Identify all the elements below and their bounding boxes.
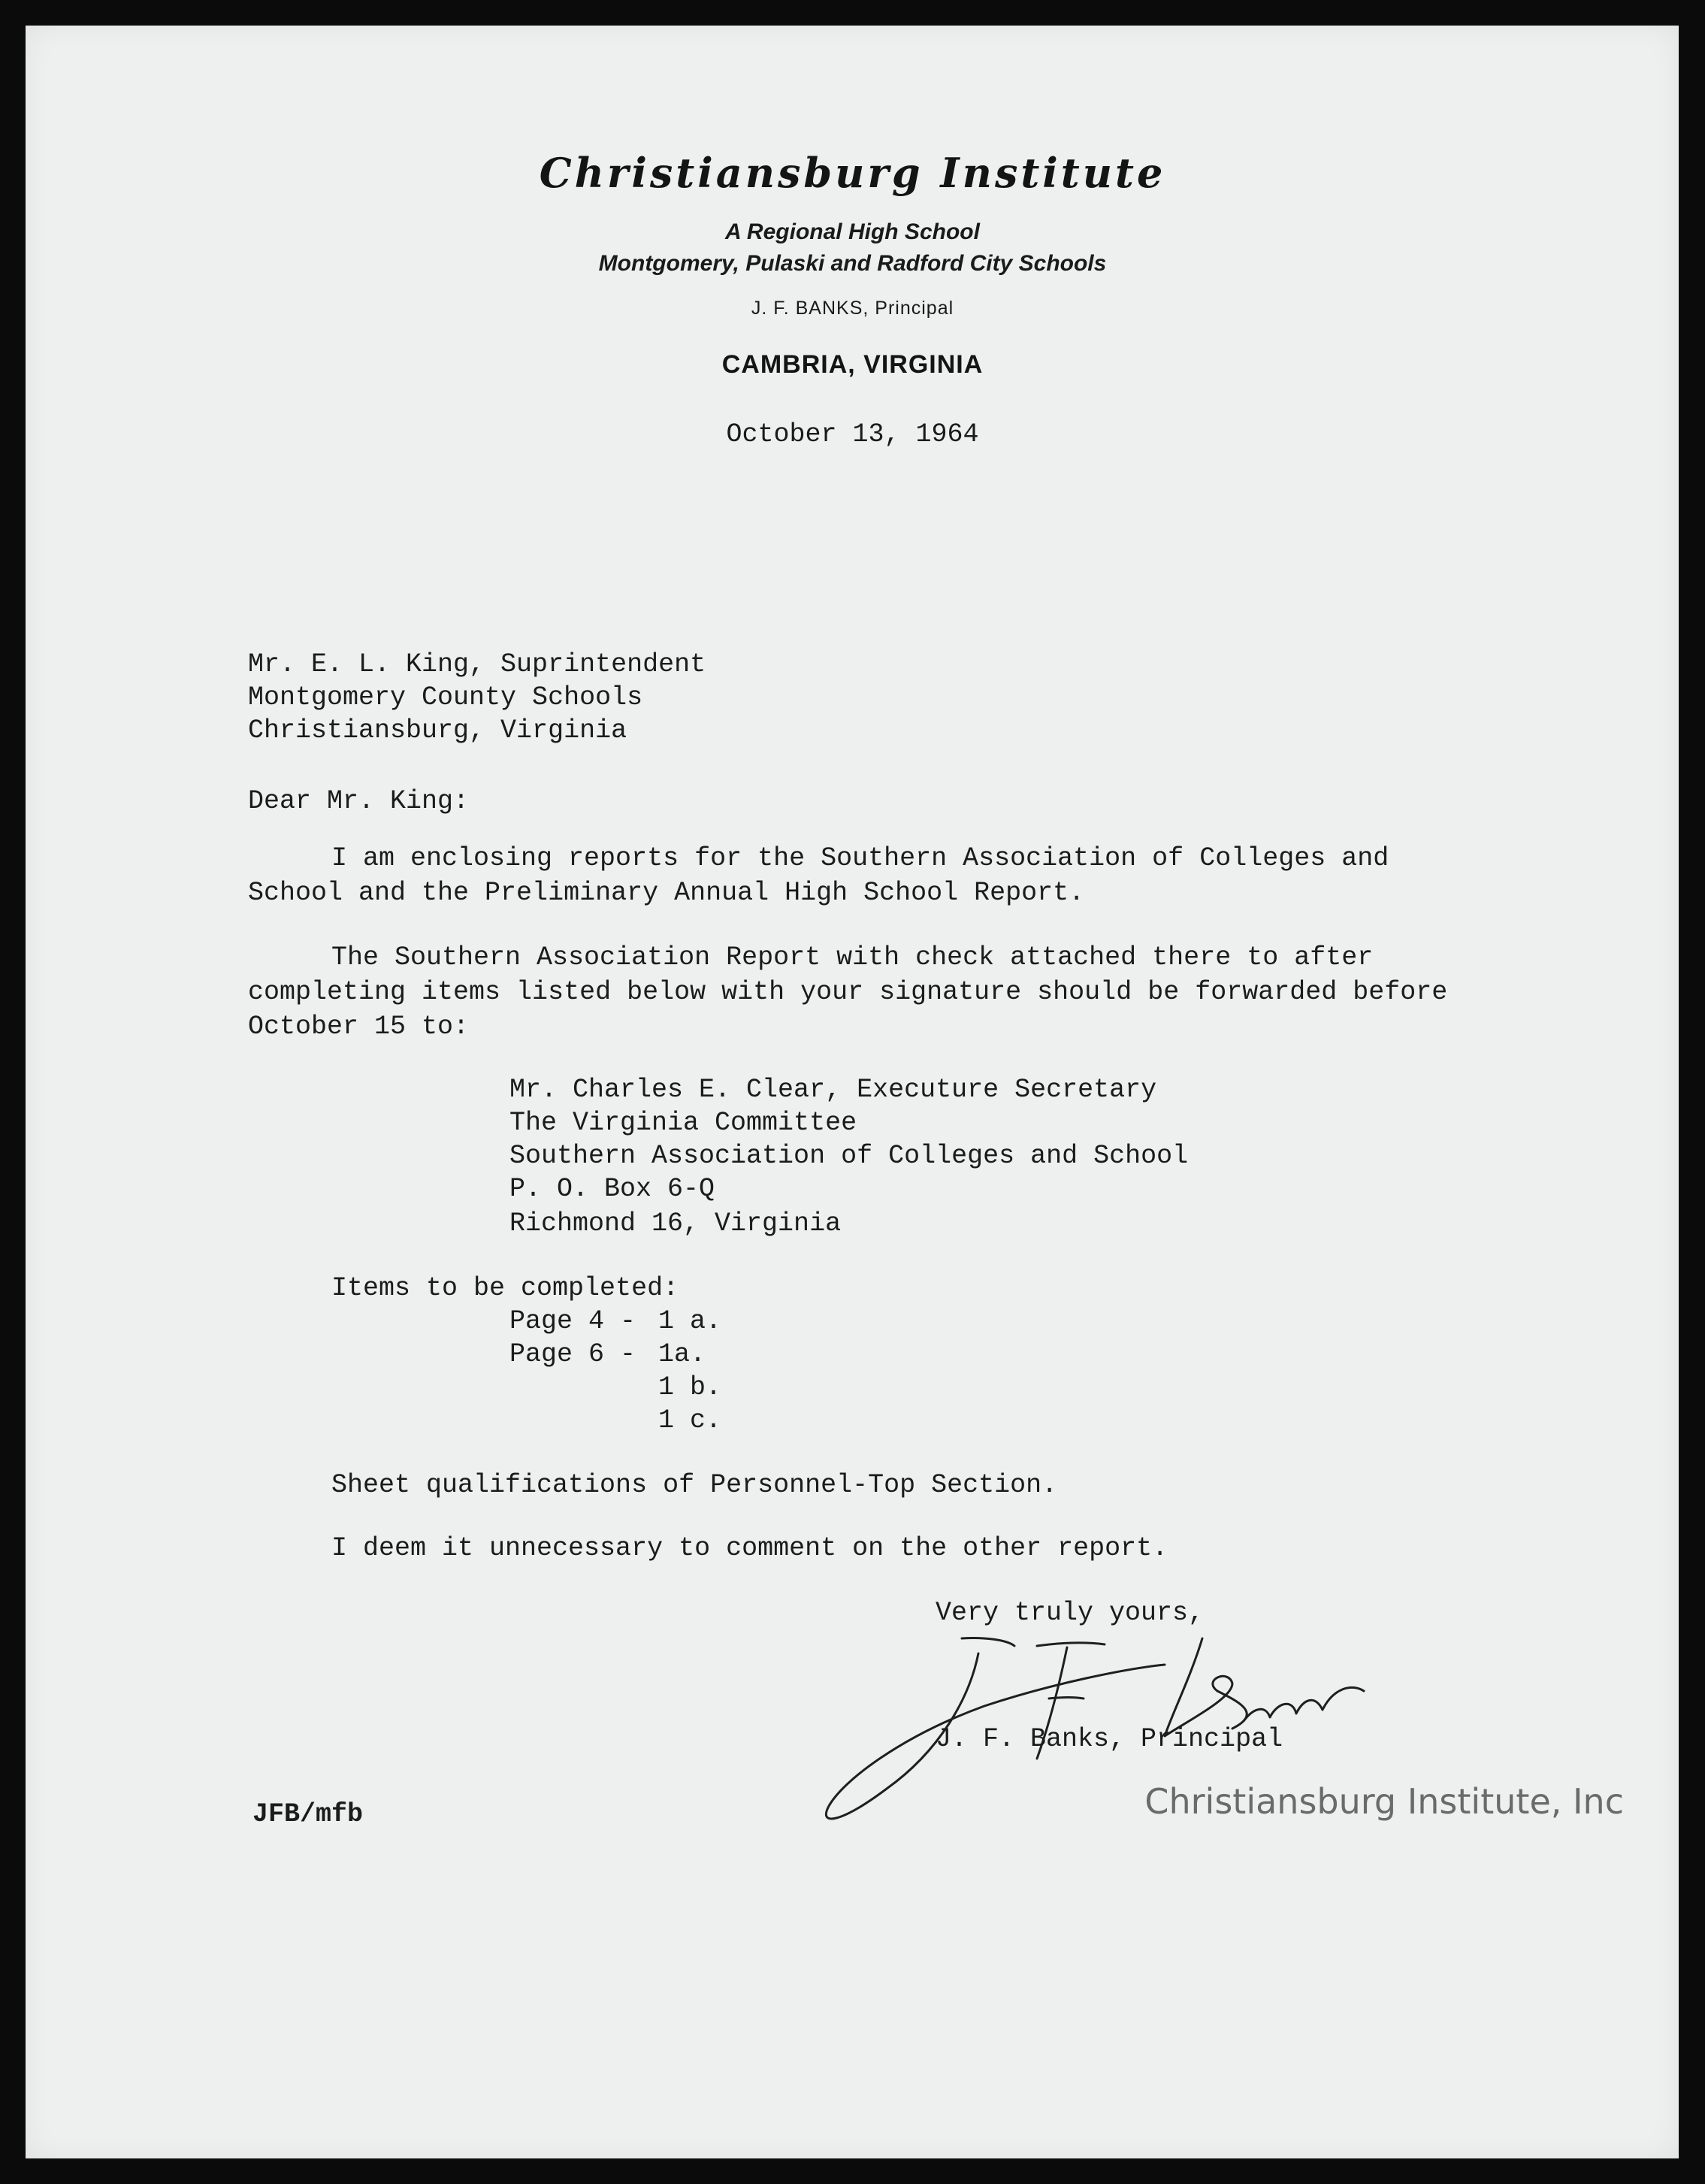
recipient-line: Mr. E. L. King, Suprintendent [248, 649, 706, 679]
paragraph-line: I am enclosing reports for the Southern Association of Colleges and [331, 843, 1389, 873]
letterhead-districts: Montgomery, Pulaski and Radford City Schools [598, 251, 1107, 276]
signature-block: J. F. Banks, Principal [936, 1724, 1283, 1754]
recipient-line: Christiansburg, Virginia [248, 715, 627, 746]
item-page: Page 4 - [509, 1306, 636, 1336]
items-heading: Items to be completed: [331, 1273, 679, 1303]
letter-date: October 13, 1964 [726, 419, 979, 449]
watermark-text: Christiansburg Institute, Inc [1144, 1781, 1624, 1822]
address-line: Southern Association of Colleges and School [509, 1141, 1189, 1171]
address-line: Richmond 16, Virginia [509, 1208, 842, 1239]
closing: Very truly yours, [936, 1598, 1205, 1628]
paragraph-line: completing items listed below with your signature should be forwarded before [248, 977, 1448, 1007]
salutation: Dear Mr. King: [248, 786, 470, 816]
address-line: Mr. Charles E. Clear, Executure Secretary [509, 1075, 1157, 1105]
address-line: The Virginia Committee [509, 1108, 857, 1138]
item-entry: 1 b. [658, 1372, 722, 1402]
address-line: P. O. Box 6-Q [509, 1174, 715, 1204]
closing-note: I deem it unnecessary to comment on the other report. [331, 1533, 1168, 1563]
paragraph-line: October 15 to: [248, 1012, 470, 1042]
letterhead-location: CAMBRIA, VIRGINIA [721, 350, 984, 379]
letterhead-subtitle: A Regional High School [725, 219, 980, 244]
item-page: Page 6 - [509, 1339, 636, 1369]
item-entry: 1 a. [658, 1306, 722, 1336]
item-entry: 1a. [658, 1339, 706, 1369]
initials: JFB/mfb [252, 1799, 364, 1829]
paragraph-line: The Southern Association Report with check attached there to after [331, 942, 1374, 973]
paragraph-line: School and the Preliminary Annual High School Report. [248, 878, 1085, 908]
letterhead-title: Christiansburg Institute [539, 149, 1166, 197]
letterhead-principal: J. F. BANKS, Principal [751, 298, 954, 319]
recipient-line: Montgomery County Schools [248, 682, 643, 712]
sheet-note: Sheet qualifications of Personnel-Top Section. [331, 1470, 1058, 1500]
item-entry: 1 c. [658, 1405, 722, 1435]
